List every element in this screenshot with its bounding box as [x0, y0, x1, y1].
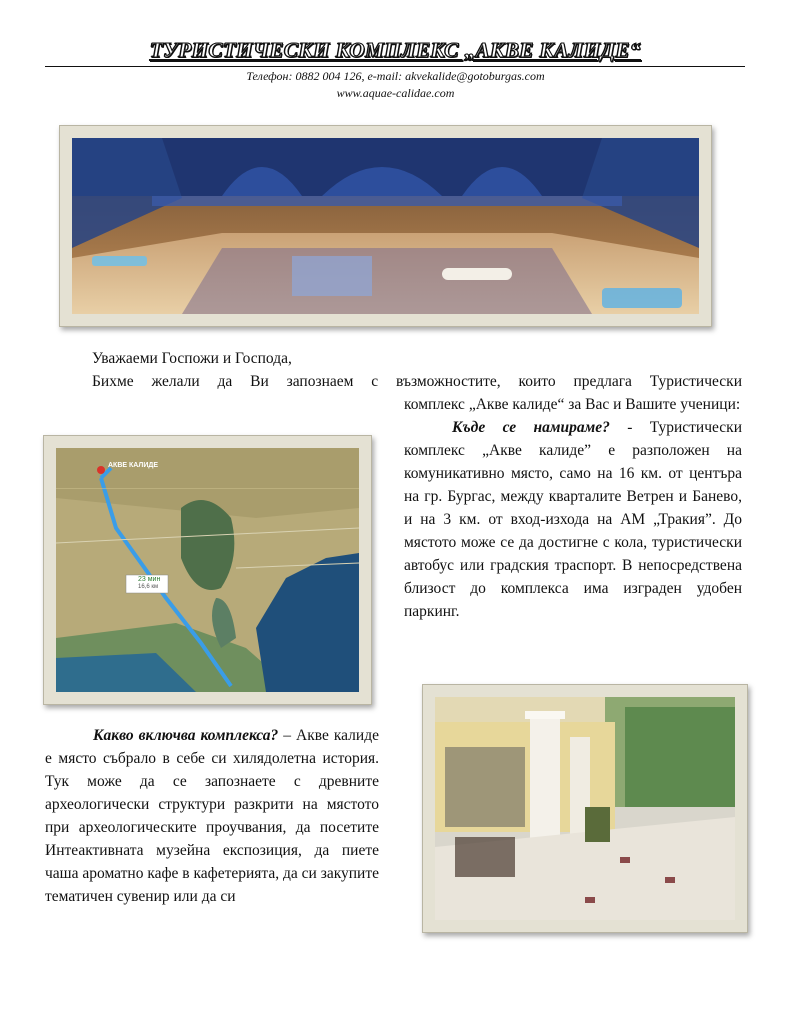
map-frame [43, 435, 372, 705]
intro-line-2: комплекс „Акве калиде“ за Вас и Вашите ученици: [404, 396, 741, 413]
route-map [56, 448, 359, 692]
map-route-distance: 16,6 км [138, 584, 159, 590]
bath-photo-frame [59, 125, 712, 327]
map-pin-label: АКВЕ КАЛИДЕ [108, 462, 159, 469]
where-paragraph [404, 416, 742, 623]
intro-line-1: Бихме желали да Ви запознаем с възможностите, които предлага Туристически [92, 373, 742, 390]
thermal-bath-photo [72, 138, 699, 314]
where-heading: Къде се намираме? [452, 419, 610, 436]
right-column [404, 393, 742, 623]
includes-paragraph [45, 724, 379, 908]
includes-heading: Какво включва комплекса? [93, 727, 279, 744]
website-line: www.aquae-calidae.com [336, 86, 455, 100]
title-rule [45, 66, 745, 67]
contact-line: Телефон: 0882 004 126, e-mail: akvekalide@gotoburgas.com [246, 69, 545, 83]
terrace-photo-frame [422, 684, 748, 933]
includes-text: – Акве калиде е място събрало в себе си хилядолетна история. Тук може да се запознаете с древните археологически структури разкрити на мястото при археологическите проучвания, да посетите Интеактивната музейна експозиция, да пиете чаша ароматно кафе в кафетерията, да си закупите тематичен сувенир или да си [45, 727, 380, 905]
greeting: Уважаеми Госпожи и Господа, [92, 350, 292, 367]
document-title: ТУРИСТИЧЕСКИ КОМПЛЕКС „АКВЕ КАЛИДЕ“ [149, 38, 642, 62]
cafe-terrace-photo [435, 697, 735, 920]
left-column [45, 724, 379, 908]
map-route-time: 23 мин [138, 576, 161, 583]
where-text: - Туристически комплекс „Акве калиде” е разположен на комуникативно място, само на 16 км. от центъра на гр. Бургас, между кварталите Ветрен и Банево, и на 3 км. от вход-изхода на АМ „Тракия”. До мястото може се да достигне с кола, туристически автобус или градския траспорт. В непосредствена близост до комплекса има изграден удобен паркинг. [404, 419, 742, 620]
